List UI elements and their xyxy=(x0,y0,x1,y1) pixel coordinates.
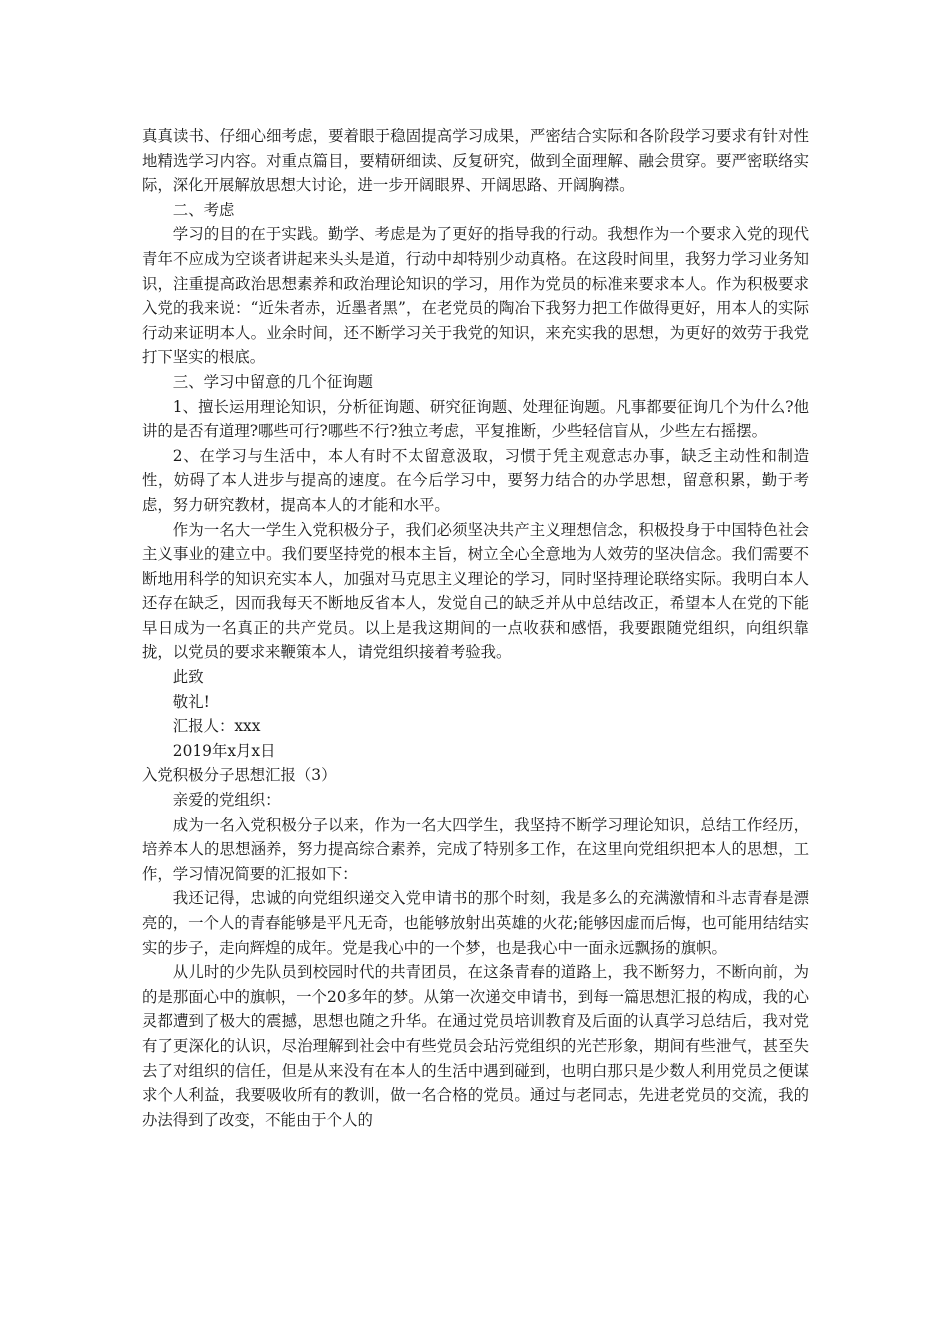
paragraph: 成为一名入党积极分子以来，作为一名大四学生，我坚持不断学习理论知识，总结工作经历，培养本人的思想涵养，努力提高综合素养，完成了特别多工作，在这里向党组织把本人的思想，工作，学习情况简要的汇报如下： xyxy=(142,815,809,883)
greeting: 亲爱的党组织： xyxy=(172,791,281,810)
paragraph: 真真读书、仔细心细考虑，要着眼于稳固提高学习成果，严密结合实际和各阶段学习要求有针对性地精选学习内容。对重点篇目，要精研细读、反复研究，做到全面理解、融会贯穿。要严密联络实际，深化开展解放思想大讨论，进一步开阔眼界、开阔思路、开阔胸襟。 xyxy=(142,127,809,195)
paragraph: 学习的目的在于实践。勤学、考虑是为了更好的指导我的行动。我想作为一个要求入党的现代青年不应成为空谈者讲起来头头是道，行动中却特别少动真格。在这段时间里，我努力学习业务知识，注重提高政治思想素养和政治理论知识的学习，用作为党员的标准来要求本人。作为积极要求入党的我来说：“近朱者赤，近墨者黑”，在老党员的陶冶下我努力把工作做得更好，用本人的实际行动来证明本人。业余时间，还不断学习关于我党的知识，来充实我的思想，为更好的效劳于我党打下坚实的根底。 xyxy=(142,225,809,367)
document-title: 入党积极分子思想汇报（3） xyxy=(142,766,337,785)
paragraph: 从儿时的少先队员到校园时代的共青团员，在这条青春的道路上，我不断努力，不断向前，为的是那面心中的旗帜，一个20多年的梦。从第一次递交申请书，到每一篇思想汇报的构成，我的心灵都遭到了极大的震撼，思想也随之升华。在通过党员培训教育及后面的认真学习总结后，我对党有了更深化的认识，尽治理解到社会中有些党员会玷污党组织的光芒形象，期间有些泄气，甚至失去了对组织的信任，但是从来没有在本人的生活中遇到碰到，也明白那只是少数人利用党员之便谋求个人利益，我要吸收所有的教训，做一名合格的党员。通过与老同志，先进老党员的交流，我的办法得到了改变，不能由于个人的 xyxy=(142,963,809,1129)
paragraph: 2、在学习与生活中，本人有时不太留意汲取，习惯于凭主观意志办事，缺乏主动性和制造性，妨碍了本人进步与提高的速度。在今后学习中，要努力结合的办学思想，留意积累，勤于考虑，努力研究教材，提高本人的才能和水平。 xyxy=(142,446,809,514)
section-heading: 三、学习中留意的几个征询题 xyxy=(172,372,373,391)
paragraph: 1、擅长运用理论知识，分析征询题、研究征询题、处理征询题。凡事都要征询几个为什么?他讲的是否有道理?哪些可行?哪些不行?独立考虑，平复推断，少些轻信盲从，少些左右摇摆。 xyxy=(142,397,809,441)
closing-regards: 敬礼! xyxy=(172,692,210,711)
paragraph: 我还记得，忠诚的向党组织递交入党申请书的那个时刻，我是多么的充满激情和斗志青春是漂亮的，一个人的青春能够是平凡无奇，也能够放射出英雄的火花;能够因虚而后悔，也可能用结结实实的步子，走向辉煌的成年。党是我心中的一个梦，也是我心中一面永远飘扬的旗帜。 xyxy=(142,889,809,957)
report-date: 2019年x月x日 xyxy=(172,741,276,760)
section-heading: 二、考虑 xyxy=(172,200,235,219)
paragraph: 作为一名大一学生入党积极分子，我们必须坚决共产主义理想信念，积极投身于中国特色社会主义事业的建立中。我们要坚持党的根本主旨，树立全心全意地为人效劳的坚决信念。我们需要不断地用科学的知识充实本人，加强对马克思主义理论的学习，同时坚持理论联络实际。我明白本人还存在缺乏，因而我每天不断地反省本人，发觉自己的缺乏并从中总结改正，希望本人在党的下能早日成为一名真正的共产党员。以上是我这期间的一点收获和感悟，我要跟随党组织，向组织靠拢，以党员的要求来鞭策本人，请党组织接着考验我。 xyxy=(142,520,809,662)
reporter-signature: 汇报人：xxx xyxy=(172,717,261,736)
closing-salutation: 此致 xyxy=(172,668,204,687)
document-page xyxy=(142,124,809,1132)
